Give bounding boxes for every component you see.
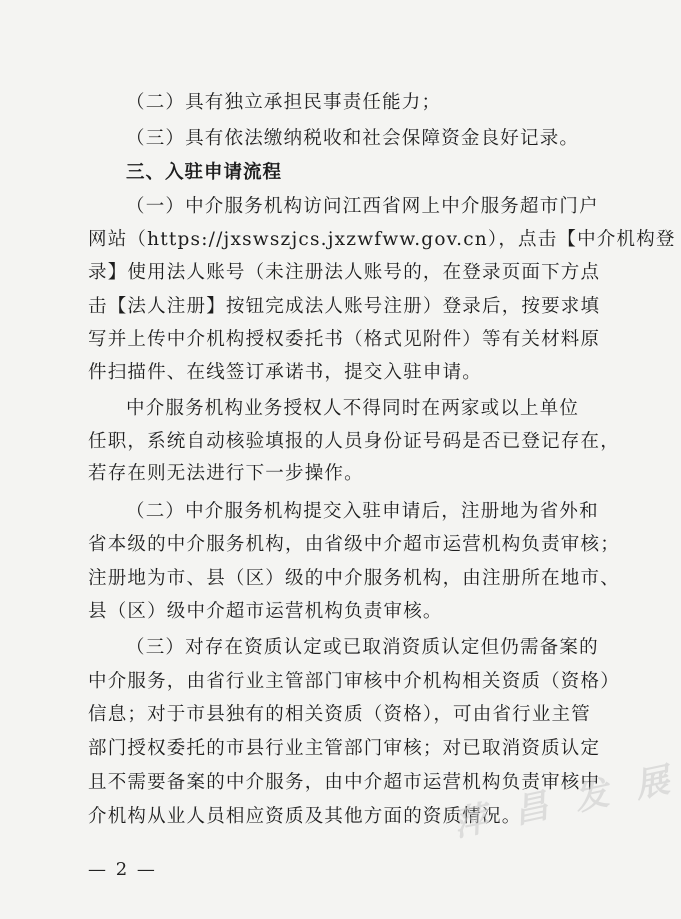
page-number: — 2 — xyxy=(88,859,157,880)
paragraph-line: 省本级的中介服务机构，由省级中介超市运营机构负责审核； xyxy=(88,534,620,555)
paragraph-line: 部门授权委托的市县行业主管部门审核；对已取消资质认定 xyxy=(88,738,601,759)
paragraph-line: 件扫描件、在线签订承诺书，提交入驻申请。 xyxy=(88,362,483,383)
paragraph-line: 中介服务机构业务授权人不得同时在两家或以上单位 xyxy=(126,398,580,419)
paragraph-line: （一）中介服务机构访问江西省网上中介服务超市门户 xyxy=(126,196,599,217)
paragraph-line-condition-2: （二）具有独立承担民事责任能力； xyxy=(126,92,442,113)
paragraph-line-website: 网站（https://jxswszjcs.jxzwfww.gov.cn），点击【中介机构登 xyxy=(88,229,676,250)
paragraph-line: 写并上传中介机构授权委托书（格式见附件）等有关材料原 xyxy=(88,329,601,350)
paragraph-line: 介机构从业人员相应资质及其他方面的资质情况。 xyxy=(88,806,522,827)
paragraph-line: 击【法人注册】按钮完成法人账号注册）登录后，按要求填 xyxy=(88,296,601,317)
paragraph-line-condition-3: （三）具有依法缴纳税收和社会保障资金良好记录。 xyxy=(126,128,580,149)
paragraph-line: （三）对存在资质认定或已取消资质认定但仍需备案的 xyxy=(126,637,599,658)
paragraph-line: 任职，系统自动核验填报的人员身份证号码是否已登记存在， xyxy=(88,431,620,452)
paragraph-line: 录】使用法人账号（未注册法人账号的，在登录页面下方点 xyxy=(88,262,601,283)
paragraph-line: 中介服务，由省行业主管部门审核中介机构相关资质（资格） xyxy=(88,671,620,692)
paragraph-line: 注册地为市、县（区）级的中介服务机构，由注册所在地市、 xyxy=(88,568,620,589)
paragraph-line: 县（区）级中介超市运营机构负责审核。 xyxy=(88,601,443,622)
paragraph-line: 信息；对于市县独有的相关资质（资格），可由省行业主管 xyxy=(88,704,591,725)
section-heading: 三、入驻申请流程 xyxy=(126,162,283,183)
paragraph-line: 且不需要备案的中介服务，由中介超市运营机构负责审核中 xyxy=(88,772,601,793)
paragraph-line: （二）中介服务机构提交入驻申请后，注册地为省外和 xyxy=(126,501,599,522)
watermark-stamp: 萍 昌 发 展 xyxy=(449,758,681,845)
paragraph-line: 若存在则无法进行下一步操作。 xyxy=(88,463,364,484)
